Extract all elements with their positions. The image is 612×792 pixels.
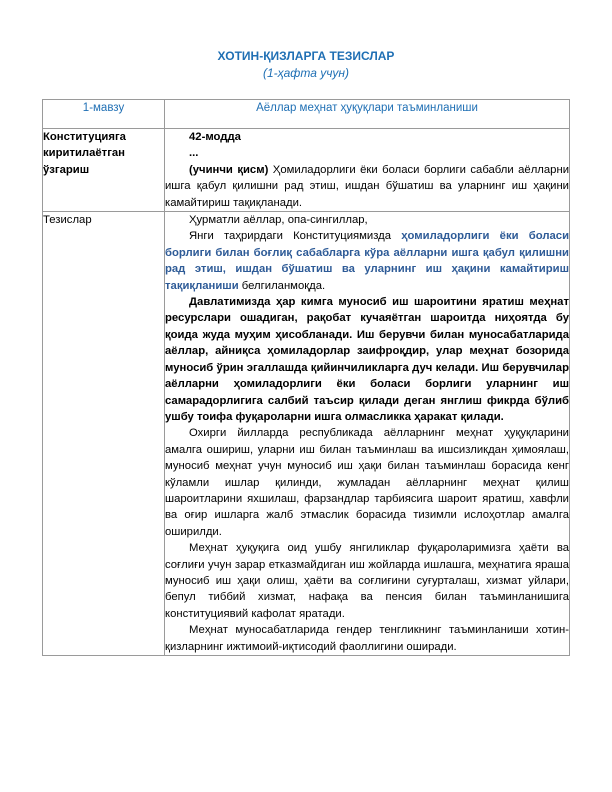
article-text [165,162,569,211]
topic-title-header: Аёллар меҳнат ҳуқуқлари таъминланиши [165,100,570,129]
table-header-row [43,100,570,129]
amendment-label: Конституцияга киритилаётган ўзгариш [43,129,165,212]
table-row-amendment [43,129,570,212]
article-number: 42-модда [189,131,241,143]
part-label: (учинчи қисм) [189,163,269,176]
paragraph-5: Меҳнат муносабатларида гендер тенгликнинг таъминланиши хотин-қизларнинг ижтимоий-иқтисодий фаоллигини оширади. [165,624,569,653]
paragraph-2: Давлатимизда ҳар кимга муносиб иш шароитини яратиш меҳнат ресурслари ошадиган, рақобат кучаяётган шароитда ниҳоятда бу қоида жуда муҳим ҳисобланади. Иш берувчи билан муносабатларида аёллар, айниқса ҳомиладорлар заифроқдир, улар меҳнат бозорида муносиб ўрин эгаллашда қийинчиликларга дуч келади. Иш берувчилар аёлларни ҳомиладорлиги ёки боласи борлиги уларнинг иш самарадорлигига салбий таъсир қилади деган янглиш фикрда бўлиб ушбу тоифа фуқароларни ишга олмасликка ҳаракат қилади. [165,296,569,423]
document-subtitle: (1-ҳафта учун) [262,66,350,80]
theses-content [165,212,570,656]
paragraph-1-highlight: ҳомиладорлиги ёки боласи борлиги билан боғлиқ сабабларга кўра аёлларни ишга қабул қилишни рад этиш, ишдан бўшатиш ва уларнинг иш ҳақини камайтириш тақиқланиши [165,230,570,292]
table-row-theses [43,212,570,656]
paragraph-1-end: белгиланмоқда. [238,279,326,292]
document-title: ХОТИН-ҚИЗЛАРГА ТЕЗИСЛАР [217,49,395,63]
part-text: Ҳомиладорлиги ёки боласи борлиги сабабли аёлларни ишга қабул қилишни рад этиш, ишдан бўшатиш ва уларнинг иш ҳақини камайтириш тақиқланади. [165,163,570,209]
paragraph-1 [165,228,569,294]
amendment-content [165,129,570,212]
paragraph-3: Охирги йилларда республикада аёлларнинг меҳнат ҳуқуқларини амалга ошириш, уларни иш билан таъминлаш ва ишсизликдан ҳимоялаш, муносиб меҳнат учун муносиб иш ҳақи билан таъминлаш борасида кенг кўламли ишлар қилинди, жумладан аёлларнинг меҳнат қилиш шароитларини яхшилаш, фарзандлар тарбиясига шароит яратиш, хавфли ва оғир ишларга жалб этмаслик борасида тизимли ислоҳотлар амалга оширилди. [165,427,569,538]
topic-number-header: 1-мавзу [43,100,165,129]
ellipsis: ... [189,147,199,160]
theses-label: Тезислар [43,212,165,656]
paragraph-1-start: Янги таҳрирдаги Конституциямизда [189,230,402,243]
greeting: Ҳурматли аёллар, опа-сингиллар, [189,214,368,227]
paragraph-4: Меҳнат ҳуқуқига оид ушбу янгиликлар фуқароларимизга ҳаёти ва соғлиғи учун зарар етказмайдиган иш жойларда ишлашга, меҳнатига яраша муносиб иш ҳақи олиш, ҳаёти ва соғлиғини суғурталаш, хизмат уйлари, бепул тиббий хизмат, нафақа ва пенсия билан таъминланишига конституциявий кафолат яратади. [165,542,569,620]
theses-table [42,99,570,656]
